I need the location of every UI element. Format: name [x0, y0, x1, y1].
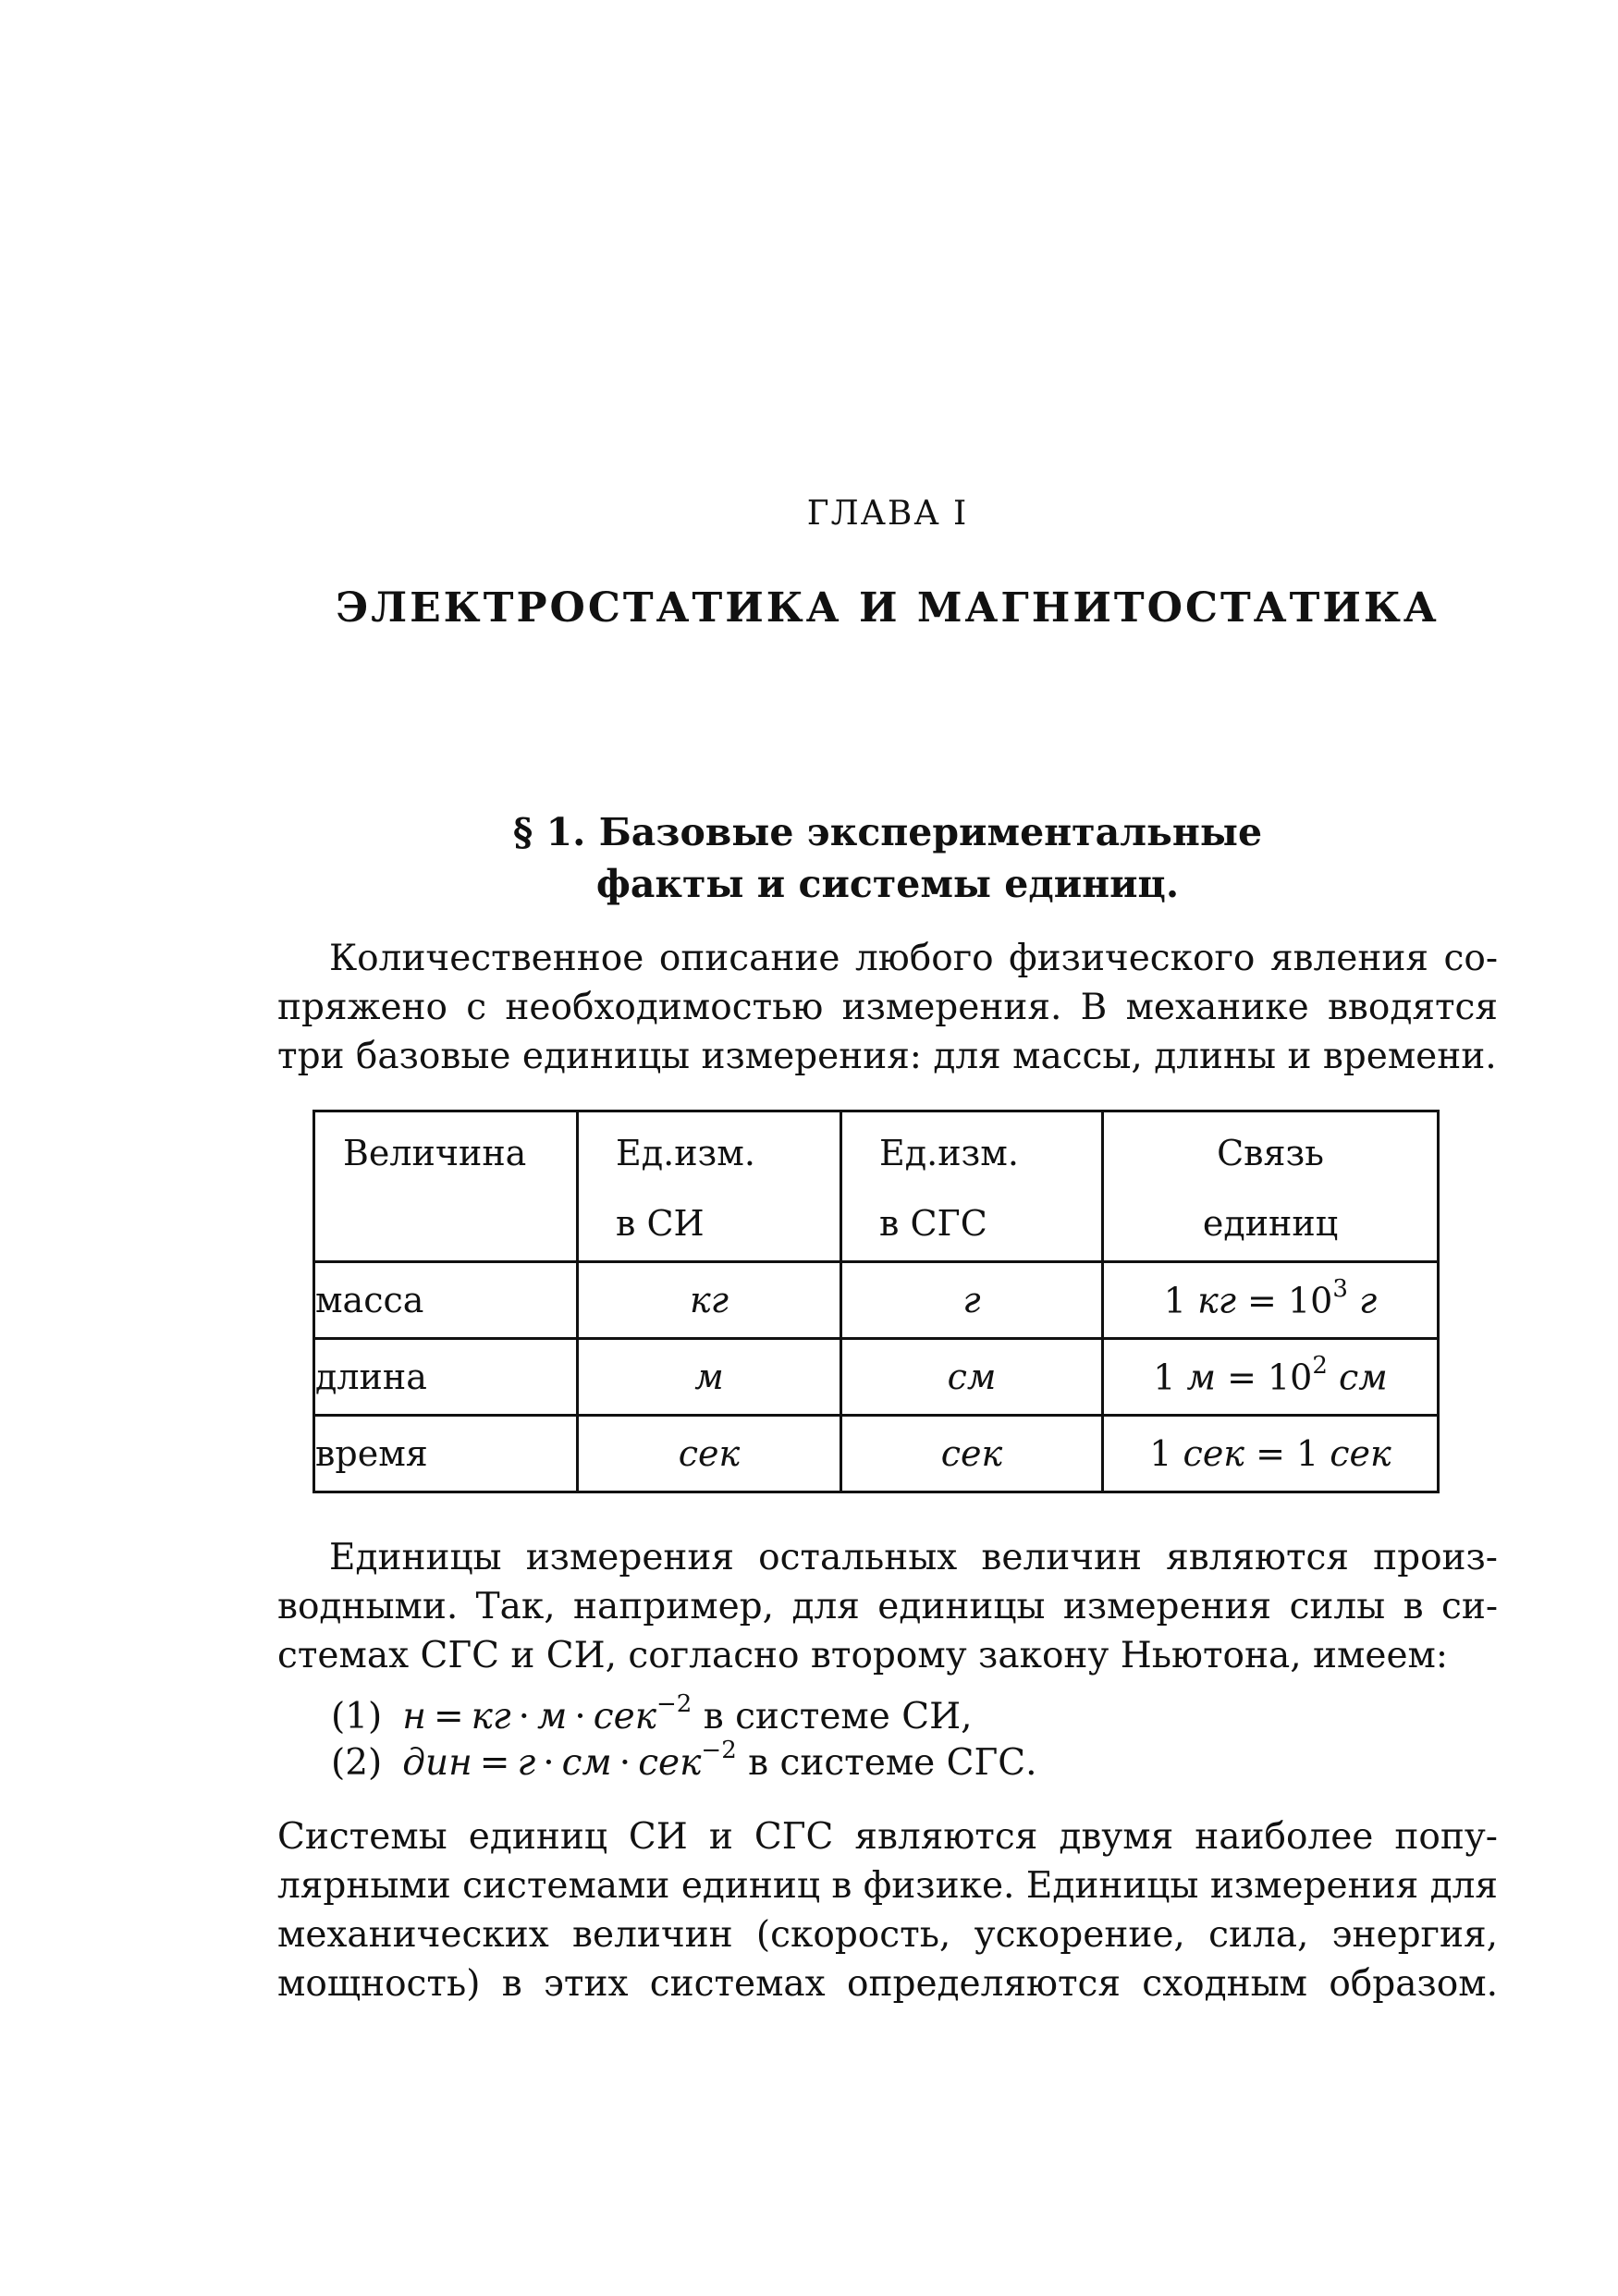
cell-relation: [1103, 1339, 1439, 1416]
formula-lhs: н: [402, 1696, 426, 1737]
formula-tail: в системе СГС.: [736, 1742, 1037, 1784]
cell-quantity: время: [314, 1416, 578, 1492]
cell-quantity: длина: [314, 1339, 578, 1416]
header-si-line-1: Ед.изм.: [616, 1133, 755, 1173]
relation-unit-1: м: [1186, 1357, 1216, 1398]
formula-term: сек: [593, 1696, 657, 1737]
header-quantity-label: Величина: [343, 1133, 527, 1173]
equation-number: (2): [331, 1742, 383, 1784]
relation-unit-1: кг: [1197, 1280, 1236, 1321]
paragraph-line: три базовые единицы измерения: для массы, длины и времени.: [277, 1036, 1497, 1077]
table-row: [314, 1339, 1439, 1416]
section-heading-line-1: § 1. Базовые экспериментальные: [512, 810, 1263, 854]
cell-cgs-unit: сек: [841, 1416, 1103, 1492]
relation-unit-2: г: [1358, 1280, 1378, 1321]
formula-tail: в системе СИ,: [692, 1696, 973, 1737]
header-relation: [1103, 1111, 1439, 1262]
formula-term: кг: [471, 1696, 511, 1737]
paragraph-line: стемах СГС и СИ, согласно второму закону Ньютона, имеем:: [277, 1635, 1449, 1676]
paragraph-line: пряжено с необходимостью измерения. В механике вводятся: [277, 987, 1498, 1028]
paragraph-line: Количественное описание любого физического явления со-: [329, 938, 1498, 979]
header-cgs-line-2: в СГС: [879, 1203, 987, 1244]
intro-paragraph: [277, 934, 1498, 1081]
systems-paragraph: [277, 1812, 1498, 2008]
header-si: [578, 1111, 841, 1262]
relation-eq: = 10: [1215, 1357, 1313, 1398]
formula-cgs: (2) дин = г · см · сек$^{-2}$ в системе СГС.: [331, 1737, 1037, 1784]
header-cgs: [841, 1111, 1103, 1262]
chapter-label: ГЛАВА I: [806, 495, 969, 533]
cell-relation: [1103, 1262, 1439, 1339]
table-header-row: [314, 1111, 1439, 1262]
section-heading: [277, 806, 1498, 910]
paragraph-line: водными. Так, например, для единицы измерения силы в си-: [277, 1586, 1498, 1627]
paragraph-line: лярными системами единиц в физике. Единицы измерения для: [277, 1865, 1498, 1907]
relation-coef: 1: [1153, 1357, 1187, 1398]
section-heading-line-2: факты и системы единиц.: [595, 862, 1180, 906]
formula-term: см: [561, 1742, 612, 1784]
equation-number: (1): [331, 1696, 383, 1737]
relation-eq: = 1: [1244, 1433, 1330, 1474]
cell-cgs-unit: см: [841, 1339, 1103, 1416]
cell-si-unit: сек: [578, 1416, 841, 1492]
cell-relation: [1103, 1416, 1439, 1492]
chapter-title: ЭЛЕКТРОСТАТИКА И МАГНИТОСТАТИКА: [336, 584, 1440, 632]
formula-term: г: [517, 1742, 536, 1784]
formula-si: (1) н = кг · м · сек$^{-2}$ в системе СИ,: [331, 1690, 973, 1737]
formula-eq-sign: =: [479, 1742, 510, 1784]
formula-exponent: −2: [656, 1690, 693, 1718]
header-relation-line-1: Связь: [1217, 1133, 1324, 1173]
header-quantity: [314, 1111, 578, 1262]
paragraph-line: мощность) в этих системах определяются сходным образом.: [277, 1963, 1498, 2005]
header-si-line-2: в СИ: [616, 1203, 705, 1244]
paragraph-line: Единицы измерения остальных величин являются произ-: [329, 1537, 1498, 1578]
relation-unit-1: сек: [1183, 1433, 1244, 1474]
cell-si-unit: кг: [578, 1262, 841, 1339]
table-row: [314, 1262, 1439, 1339]
header-relation-line-2: единиц: [1202, 1203, 1339, 1244]
relation-unit-2: сек: [1330, 1433, 1391, 1474]
derived-units-paragraph: [277, 1533, 1498, 1680]
relation-exponent: 3: [1332, 1275, 1348, 1304]
paragraph-line: Системы единиц СИ и СГС являются двумя наиболее попу-: [277, 1816, 1498, 1858]
units-table: [313, 1110, 1440, 1493]
relation-coef: 1: [1163, 1280, 1198, 1321]
cell-cgs-unit: г: [841, 1262, 1103, 1339]
header-cgs-line-1: Ед.изм.: [879, 1133, 1019, 1173]
formula-eq-sign: =: [433, 1696, 464, 1737]
formula-exponent: −2: [701, 1737, 737, 1764]
formula-term: м: [537, 1696, 568, 1737]
formula-lhs: дин: [402, 1742, 472, 1784]
relation-exponent: 2: [1312, 1352, 1328, 1381]
relation-unit-2: см: [1338, 1357, 1388, 1398]
formula-term: сек: [638, 1742, 702, 1784]
relation-coef: 1: [1149, 1433, 1183, 1474]
table-row: [314, 1416, 1439, 1492]
relation-eq: = 10: [1235, 1280, 1333, 1321]
paragraph-line: механических величин (скорость, ускорение, сила, энергия,: [277, 1914, 1498, 1956]
cell-si-unit: м: [578, 1339, 841, 1416]
cell-quantity: масса: [314, 1262, 578, 1339]
